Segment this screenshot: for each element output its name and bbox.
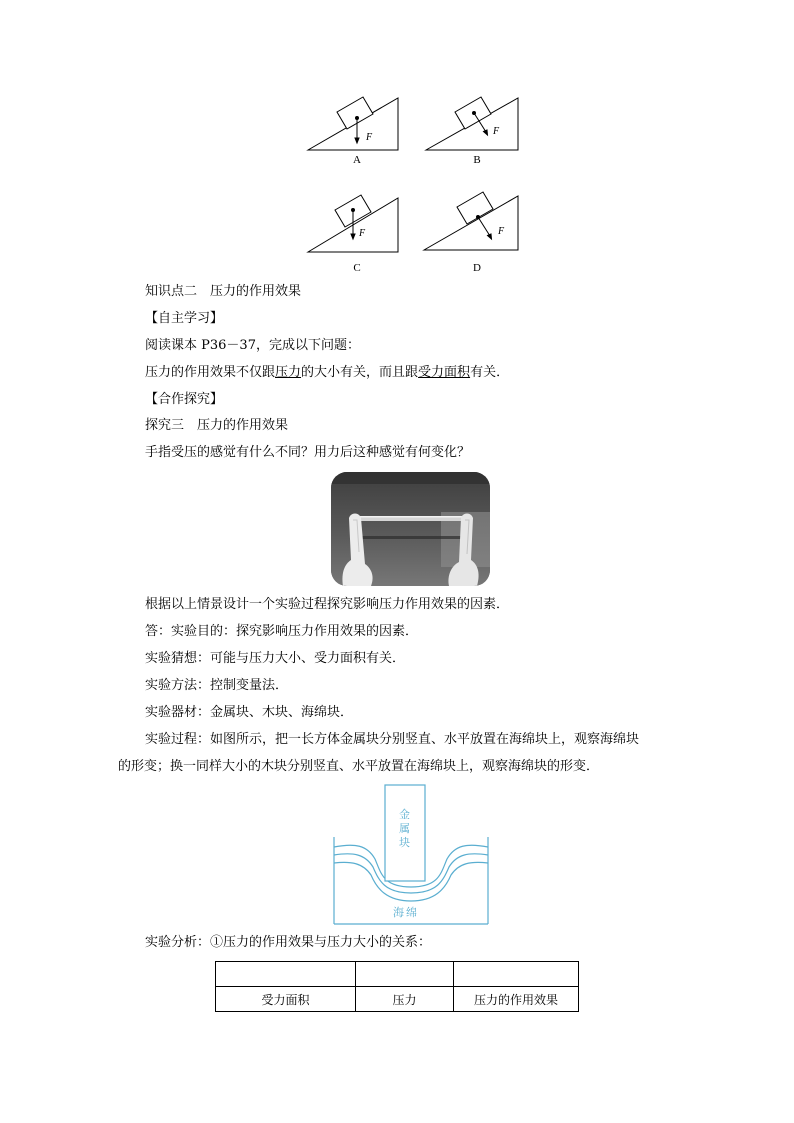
figure-a bbox=[308, 97, 398, 150]
force-label-d: F bbox=[498, 226, 505, 237]
inquiry-title: 探究三 压力的作用效果 bbox=[145, 418, 289, 433]
reading-instruction: 阅读课本 P36－37，完成以下问题： bbox=[145, 338, 360, 353]
procedure-line-1: 实验过程：如图所示，把一长方体金属块分别竖直、水平放置在海绵块上，观察海绵块 bbox=[145, 732, 640, 747]
figure-c bbox=[308, 195, 398, 252]
force-label-a: F bbox=[366, 132, 373, 143]
sponge-figure bbox=[333, 783, 489, 925]
fill-answer-1: 压力 bbox=[275, 365, 302, 380]
force-label-b: F bbox=[493, 126, 500, 137]
figure-label-d: D bbox=[473, 262, 481, 274]
table-cell: 压力的作用效果 bbox=[454, 987, 579, 1012]
table-row bbox=[216, 962, 579, 987]
finger-pressure-photo bbox=[331, 472, 490, 586]
sponge-label: 海绵 bbox=[393, 906, 419, 919]
table-cell bbox=[216, 962, 356, 987]
table-cell bbox=[454, 962, 579, 987]
incline-figures bbox=[300, 92, 530, 280]
table-cell bbox=[356, 962, 454, 987]
fill-sentence bbox=[145, 365, 509, 381]
procedure-line-2: 的形变；换一同样大小的木块分别竖直、水平放置在海绵块上，观察海绵块的形变． bbox=[118, 759, 600, 774]
section-title: 知识点二 压力的作用效果 bbox=[145, 284, 302, 299]
design-prompt: 根据以上情景设计一个实验过程探究影响压力作用效果的因素． bbox=[145, 597, 510, 612]
coop-heading: 【合作探究】 bbox=[145, 392, 224, 407]
self-study-heading: 【自主学习】 bbox=[145, 311, 224, 326]
figure-d bbox=[424, 192, 518, 250]
force-label-c: F bbox=[359, 228, 366, 239]
fill-text-1: 压力的作用效果不仅跟 bbox=[145, 365, 276, 380]
answer-purpose: 答：实验目的：探究影响压力作用效果的因素． bbox=[145, 624, 419, 639]
table-cell: 压力 bbox=[356, 987, 454, 1012]
metal-block-label: 金属块 bbox=[399, 808, 410, 849]
table-cell: 受力面积 bbox=[216, 987, 356, 1012]
fill-answer-2: 受力面积 bbox=[418, 365, 471, 380]
hypothesis: 实验猜想：可能与压力大小、受力面积有关． bbox=[145, 651, 406, 666]
equipment: 实验器材：金属块、木块、海绵块． bbox=[145, 705, 354, 720]
question-text: 手指受压的感觉有什么不同？用力后这种感觉有何变化？ bbox=[145, 445, 471, 460]
figure-label-c: C bbox=[353, 262, 361, 274]
table-row bbox=[216, 987, 579, 1012]
figure-label-b: B bbox=[473, 154, 481, 166]
figure-b bbox=[426, 97, 518, 150]
method: 实验方法：控制变量法． bbox=[145, 678, 289, 693]
analysis-text: 实验分析：①压力的作用效果与压力大小的关系： bbox=[145, 935, 432, 950]
analysis-table bbox=[215, 961, 579, 1012]
fill-text-2: 的大小有关，而且跟 bbox=[301, 365, 419, 380]
figure-label-a: A bbox=[353, 154, 361, 166]
fill-text-3: 有关． bbox=[470, 365, 510, 380]
